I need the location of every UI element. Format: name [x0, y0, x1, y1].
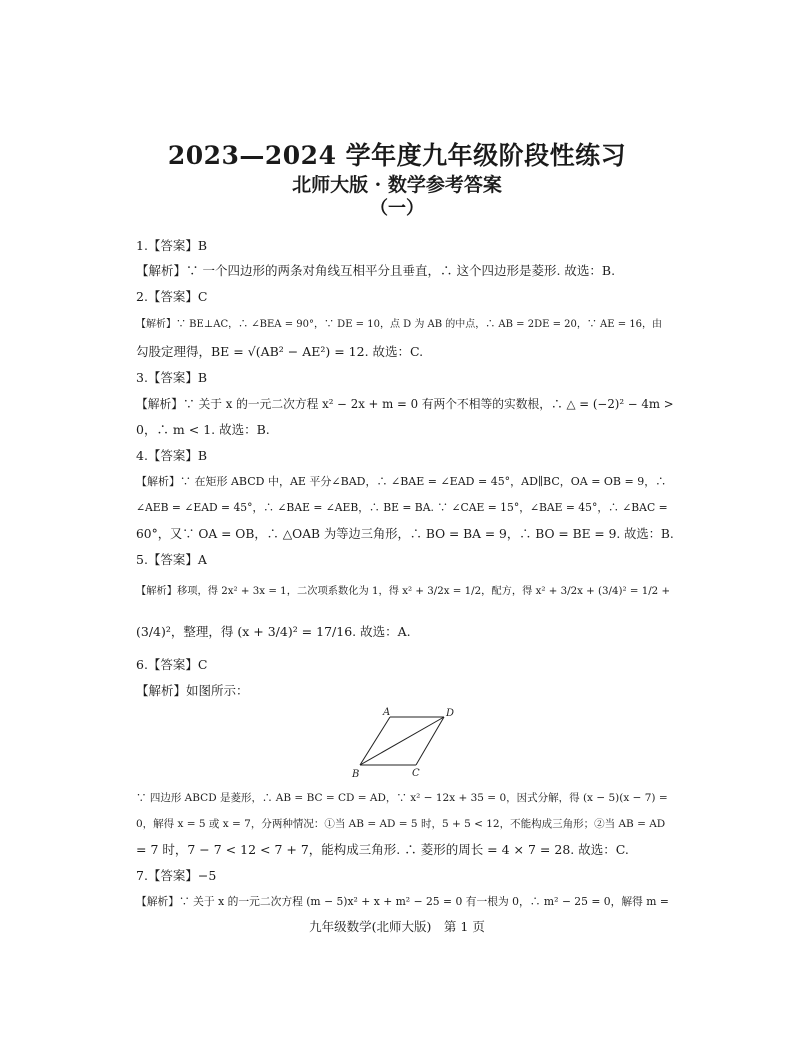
edge-dc — [416, 717, 444, 765]
vertex-a-label: A — [383, 707, 391, 718]
q3-analysis-line2: 0，∴ m < 1. 故选：B. — [136, 422, 270, 437]
q6-analysis-line2: 0，解得 x = 5 或 x = 7，分两种情况：①当 AB = AD = 5 时，5 + 5 < 12，不能构成三角形；②当 AB = AD — [136, 818, 666, 830]
q1-analysis: 【解析】∵ 一个四边形的两条对角线互相平分且垂直，∴ 这个四边形是菱形. 故选：B. — [136, 263, 616, 278]
q2-analysis-line2: 勾股定理得，BE = √(AB² − AE²) = 12. 故选：C. — [136, 344, 424, 359]
page-subtitle: 北师大版 · 数学参考答案 — [292, 174, 502, 196]
q2-answer: 2.【答案】C — [136, 289, 208, 304]
q4-analysis-line3: 60°，又∵ OA = OB，∴ △OAB 为等边三角形，∴ BO = BA = 9，∴ BO = BE = 9. 故选：B. — [136, 527, 674, 541]
page-footer: 九年级数学(北师大版) 第 1 页 — [309, 919, 485, 934]
q7-analysis-line1: 【解析】∵ 关于 x 的一元二次方程 (m − 5)x² + x + m² − 25 = 0 有一根为 0，∴ m² − 25 = 0，解得 m = — [136, 895, 669, 908]
vertex-c-label: C — [412, 768, 420, 779]
q6-answer: 6.【答案】C — [136, 657, 208, 672]
rhombus-figure — [346, 706, 466, 782]
q6-analysis-line1: ∵ 四边形 ABCD 是菱形，∴ AB = BC = CD = AD，∵ x² − 12x + 35 = 0，因式分解，得 (x − 5)(x − 7) = — [136, 792, 668, 804]
part-label: （一） — [370, 198, 424, 219]
q2-analysis-line1: 【解析】∵ BE⊥AC，∴ ∠BEA = 90°，∵ DE = 10，点 D 为 AB 的中点，∴ AB = 2DE = 20，∵ AE = 16，由 — [136, 319, 663, 330]
q3-analysis-line1: 【解析】∵ 关于 x 的一元二次方程 x² − 2x + m = 0 有两个不相等的实数根，∴ △ = (−2)² − 4m > — [136, 397, 674, 411]
q6-analysis-intro: 【解析】如图所示： — [136, 683, 249, 698]
q7-answer: 7.【答案】−5 — [136, 868, 217, 883]
q5-answer: 5.【答案】A — [136, 552, 207, 567]
vertex-d-label: D — [446, 708, 455, 719]
vertex-b-label: B — [352, 769, 360, 780]
page-title: 2023—2024 学年度九年级阶段性练习 — [167, 141, 627, 170]
q4-analysis-line2: ∠AEB = ∠EAD = 45°，∴ ∠BAE = ∠AEB，∴ BE = BA. ∵ ∠CAE = 15°，∠BAE = 45°，∴ ∠BAC = — [136, 501, 668, 514]
rhombus-diagram — [346, 706, 466, 782]
q5-analysis-line1: 【解析】移项，得 2x² + 3x = 1，二次项系数化为 1，得 x² + 3/2x = 1/2，配方，得 x² + 3/2x + (3/4)² = 1/2 + — [136, 585, 671, 597]
edge-ba — [360, 717, 390, 765]
q5-analysis-line2: (3/4)²，整理，得 (x + 3/4)² = 17/16. 故选：A. — [136, 624, 411, 639]
q3-answer: 3.【答案】B — [136, 370, 208, 385]
diagonal-bd — [360, 717, 444, 765]
q4-analysis-line1: 【解析】∵ 在矩形 ABCD 中，AE 平分∠BAD，∴ ∠BAE = ∠EAD = 45°，AD∥BC，OA = OB = 9，∴ — [136, 475, 667, 488]
q4-answer: 4.【答案】B — [136, 448, 208, 463]
q6-analysis-line3: = 7 时，7 − 7 < 12 < 7 + 7，能构成三角形. ∴ 菱形的周长 = 4 × 7 = 28. 故选：C. — [136, 842, 629, 857]
q1-answer: 1.【答案】B — [136, 238, 208, 253]
